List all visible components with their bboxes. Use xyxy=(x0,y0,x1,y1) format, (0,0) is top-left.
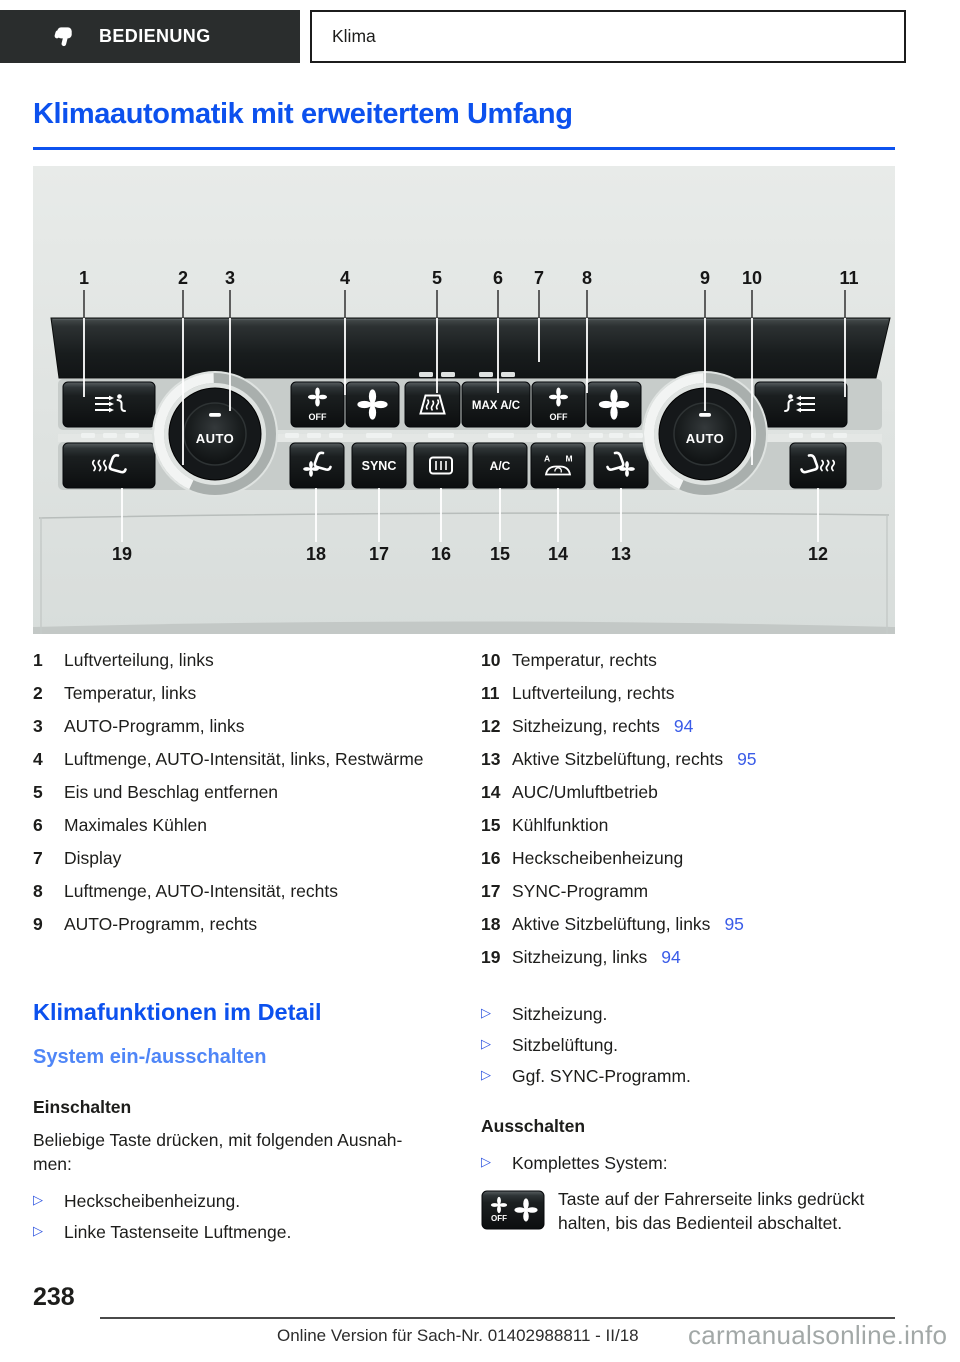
button-fan-off-left xyxy=(291,382,344,427)
climate-panel-figure xyxy=(33,166,895,634)
svg-text:OFF: OFF xyxy=(308,412,327,422)
legend-item: 7 Display xyxy=(33,848,122,868)
ausschalten-item: ▷ Komplettes System: xyxy=(481,1153,668,1173)
svg-text:A/C: A/C xyxy=(489,459,511,473)
subsection-einschalten: Einschalten xyxy=(33,1097,132,1117)
button-air-distribution-left xyxy=(63,382,155,427)
legend-item: 18 Aktive Sitzbelüftung, links 95 xyxy=(481,914,744,934)
triangle-bullet-icon: ▷ xyxy=(481,1037,491,1052)
svg-text:12: 12 xyxy=(807,544,829,564)
page-link[interactable]: 95 xyxy=(737,749,757,769)
legend-right xyxy=(481,648,911,978)
svg-text:13: 13 xyxy=(610,544,632,564)
exception-item: ▷ Sitzheizung. xyxy=(481,1004,608,1024)
exception-item: ▷ Ggf. SYNC-Programm. xyxy=(481,1066,691,1086)
title-rule xyxy=(33,147,895,150)
exception-item: ▷ Sitzbelüftung. xyxy=(481,1035,619,1055)
button-air-distribution-right xyxy=(755,382,847,427)
button-seat-ventilation-right xyxy=(594,443,648,488)
watermark: carmanualsonline.info xyxy=(688,1320,948,1350)
svg-text:17: 17 xyxy=(368,544,390,564)
knob-minus-mark xyxy=(209,413,221,417)
svg-text:MAX A/C: MAX A/C xyxy=(471,400,521,412)
button-max-ac xyxy=(462,382,530,427)
legend-item: 11 Luftverteilung, rechts xyxy=(481,683,675,703)
svg-text:A: A xyxy=(543,453,551,464)
legend-item: 4 Luftmenge, AUTO-Intensität, links, Restwärme xyxy=(33,749,424,769)
button-fan-right xyxy=(587,382,641,427)
svg-text:3: 3 xyxy=(224,268,236,288)
svg-text:AUTO: AUTO xyxy=(685,431,725,446)
climate-display xyxy=(51,318,890,378)
page-link[interactable]: 95 xyxy=(724,914,744,934)
button-ac xyxy=(473,443,527,488)
triangle-bullet-icon: ▷ xyxy=(481,1006,491,1021)
ausschalten-note xyxy=(481,1187,896,1247)
einschalten-intro: Beliebige Taste drücken, mit folgenden Ausnahmen: xyxy=(33,1130,403,1174)
svg-text:19: 19 xyxy=(111,544,133,564)
section-heading-onoff: System ein-/ausschalten xyxy=(33,1046,267,1068)
section-column-right xyxy=(481,1000,896,1247)
button-fan-left xyxy=(346,382,399,427)
button-seat-heating-right xyxy=(790,443,846,488)
page-number: 238 xyxy=(33,1283,75,1311)
footer-rule xyxy=(100,1317,895,1319)
button-fan-off-right xyxy=(532,382,585,427)
button-sync xyxy=(352,443,406,488)
button-seat-ventilation-left xyxy=(290,443,344,488)
svg-text:10: 10 xyxy=(741,268,763,288)
chapter-tab-label: BEDIENUNG xyxy=(99,26,211,46)
legend-item: 1 Luftverteilung, links xyxy=(33,650,214,670)
legend-item: 8 Luftmenge, AUTO-Intensität, rechts xyxy=(33,881,338,901)
svg-text:1: 1 xyxy=(78,268,90,288)
hand-pointer-icon xyxy=(52,24,77,49)
section-column-left xyxy=(33,1000,435,1251)
svg-text:2: 2 xyxy=(177,268,189,288)
svg-text:11: 11 xyxy=(839,268,859,288)
legend-item: 13 Aktive Sitzbelüftung, rechts 95 xyxy=(481,749,757,769)
legend-item: 6 Maximales Kühlen xyxy=(33,815,207,835)
triangle-bullet-icon: ▷ xyxy=(481,1155,491,1170)
chapter-tab xyxy=(0,10,300,63)
legend-item: 9 AUTO-Programm, rechts xyxy=(33,914,258,934)
page-link[interactable]: 94 xyxy=(673,716,694,736)
exception-item: ▷ Heckscheibenheizung. xyxy=(33,1191,241,1211)
svg-text:5: 5 xyxy=(431,268,443,288)
svg-text:OFF: OFF xyxy=(491,1214,507,1223)
exception-item: ▷ Linke Tastenseite Luftmenge. xyxy=(33,1222,292,1242)
svg-text:6: 6 xyxy=(492,268,504,288)
button-defrost xyxy=(405,382,460,427)
ausschalten-note-text: Taste auf der Fahrerseite links gedrückt halten, bis das Bedienteil abschaltet. xyxy=(558,1189,865,1233)
svg-text:14: 14 xyxy=(547,544,569,564)
page-link[interactable]: 94 xyxy=(661,947,681,967)
page-title: Klimaautomatik mit erweitertem Umfang xyxy=(33,98,573,130)
legend-item: 14 AUC/Umluftbetrieb xyxy=(481,782,658,802)
legend-item: 15 Kühlfunktion xyxy=(481,815,609,835)
svg-text:18: 18 xyxy=(305,544,327,564)
svg-text:7: 7 xyxy=(533,268,545,288)
button-rear-defrost xyxy=(414,443,468,488)
svg-text:15: 15 xyxy=(489,544,511,564)
subsection-ausschalten: Ausschalten xyxy=(481,1116,586,1136)
triangle-bullet-icon: ▷ xyxy=(481,1068,491,1083)
button-seat-heating-left xyxy=(63,443,155,488)
knob-minus-mark xyxy=(699,413,711,417)
svg-text:M: M xyxy=(565,453,573,464)
svg-text:SYNC: SYNC xyxy=(361,459,397,473)
triangle-bullet-icon: ▷ xyxy=(33,1224,43,1239)
legend-item: 12 Sitzheizung, rechts 94 xyxy=(481,716,694,736)
legend-item: 19 Sitzheizung, links 94 xyxy=(481,947,681,967)
legend-item: 2 Temperatur, links xyxy=(33,683,197,703)
svg-text:AUTO: AUTO xyxy=(195,431,235,446)
svg-text:8: 8 xyxy=(581,268,593,288)
triangle-bullet-icon: ▷ xyxy=(33,1193,43,1208)
fan-off-button-image xyxy=(481,1190,545,1230)
legend-item: 5 Eis und Beschlag entfernen xyxy=(33,782,279,802)
section-heading-detail: Klimafunktionen im Detail xyxy=(33,999,322,1025)
svg-text:4: 4 xyxy=(339,268,351,288)
svg-text:16: 16 xyxy=(430,544,452,564)
legend-item: 10 Temperatur, rechts xyxy=(481,650,657,670)
button-auc-recirculation xyxy=(531,443,585,488)
legend-item: 3 AUTO-Programm, links xyxy=(33,716,245,736)
legend-item: 17 SYNC-Programm xyxy=(481,881,649,901)
legend-left xyxy=(33,648,433,945)
topic-box xyxy=(310,10,906,63)
legend-item: 16 Heckscheibenheizung xyxy=(481,848,684,868)
svg-text:OFF: OFF xyxy=(549,412,568,422)
topic-label: Klima xyxy=(332,26,376,46)
svg-text:9: 9 xyxy=(699,268,711,288)
online-version-note: Online Version für Sach-Nr. 01402988811 - II/18 xyxy=(277,1326,639,1345)
